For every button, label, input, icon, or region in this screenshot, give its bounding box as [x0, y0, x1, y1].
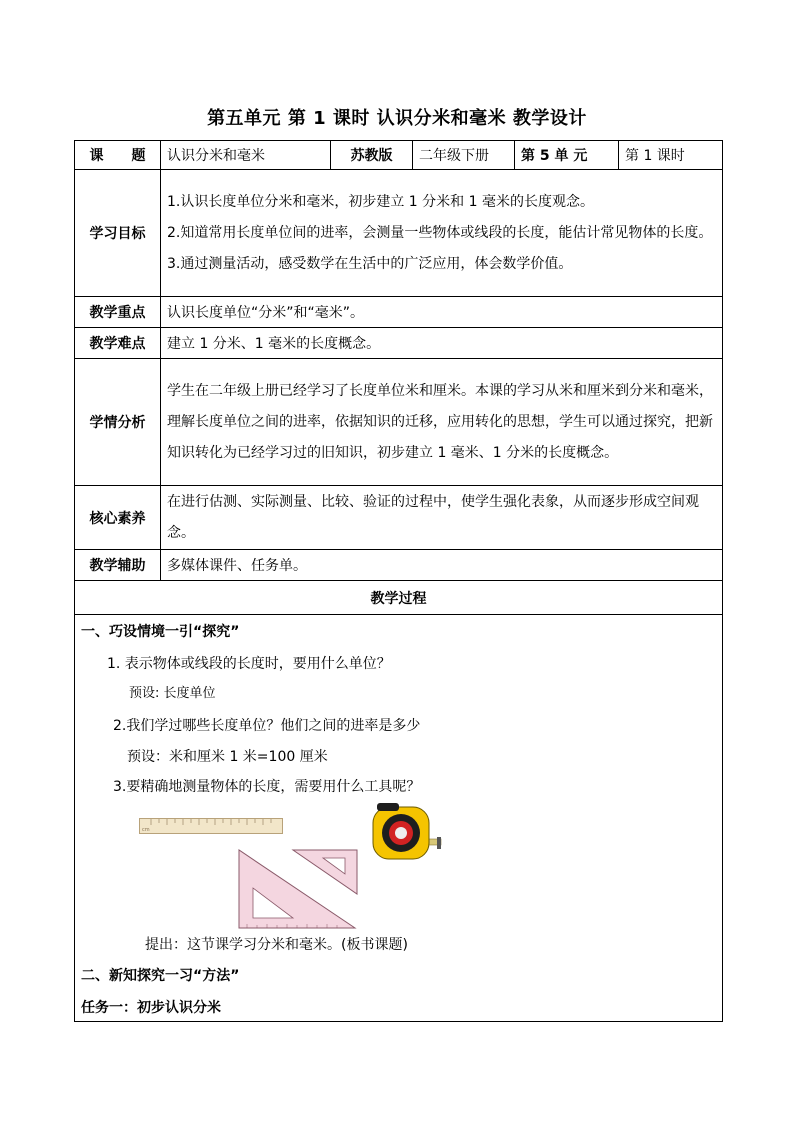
literacy-text: 在进行估测、实际测量、比较、验证的过程中，使学生强化表象，从而逐步形成空间观念。: [167, 493, 699, 541]
literacy-content: [161, 486, 723, 550]
question-2: 2.我们学过哪些长度单位？他们之间的进率是多少: [113, 718, 421, 734]
ruler-image: [139, 818, 283, 834]
ruler-unit-mark: cm: [142, 827, 150, 833]
question-1: 1. 表示物体或线段的长度时，要用什么单位？: [107, 656, 391, 672]
summary-line: 提出：这节课学习分米和毫米。(板书课题): [145, 937, 408, 953]
task-1-heading: 任务一：初步认识分米: [81, 1000, 221, 1016]
set-square-right: [293, 850, 357, 894]
objective-item: 1.认识长度单位分米和毫米，初步建立 1 分米和 1 毫米的长度观念。: [167, 193, 594, 210]
unit: 第 5 单 元: [515, 141, 619, 170]
analysis-label: 学情分析: [75, 359, 161, 486]
answer-2: 预设：米和厘米 1 米=100 厘米: [127, 749, 328, 765]
objective-item: 2.知道常用长度单位间的进率，会测量一些物体或线段的长度，能估计常见物体的长度。: [167, 224, 713, 241]
tape-center: [395, 827, 407, 839]
analysis-row: [75, 359, 723, 486]
section-1-heading: 一、巧设情境一引“探究”: [81, 624, 240, 640]
process-content: [75, 615, 723, 1022]
difficulty-row: [75, 328, 723, 359]
objectives-label: 学习目标: [75, 170, 161, 297]
aids-content: 多媒体课件、任务单。: [161, 550, 723, 581]
difficulty-label: 教学难点: [75, 328, 161, 359]
answer-1: 预设: 长度单位: [129, 686, 216, 701]
section-2-heading: 二、新知探究一习“方法”: [81, 968, 240, 984]
literacy-label: 核心素养: [75, 486, 161, 550]
set-squares-image: [237, 848, 359, 932]
difficulty-content: 建立 1 分米、1 毫米的长度概念。: [161, 328, 723, 359]
objective-item: 3.通过测量活动，感受数学在生活中的广泛应用，体会数学价值。: [167, 255, 573, 272]
analysis-content: [161, 359, 723, 486]
tape-measure-image: [367, 801, 447, 863]
tape-clip: [377, 803, 399, 811]
aids-row: [75, 550, 723, 581]
topic-label: 课 题: [75, 141, 161, 170]
question-3: 3.要精确地测量物体的长度，需要用什么工具呢？: [113, 779, 421, 795]
publisher: 苏教版: [331, 141, 413, 170]
key-point-row: [75, 297, 723, 328]
grade: 二年级下册: [413, 141, 515, 170]
tape-hook: [437, 837, 441, 849]
analysis-text: 学生在二年级上册已经学习了长度单位米和厘米。本课的学习从米和厘米到分米和毫米，理解长度单位之间的进率，依据知识的迁移，应用转化的思想，学生可以通过探究，把新知识转化为已经学习过的旧知识，初步建立 1 毫米、1 分米的长度概念。: [167, 382, 713, 461]
process-heading: 教学过程: [75, 581, 723, 615]
aids-label: 教学辅助: [75, 550, 161, 581]
key-point-label: 教学重点: [75, 297, 161, 328]
ruler-body: [140, 819, 283, 834]
topic-value: 认识分米和毫米: [161, 141, 331, 170]
document-title: 第五单元 第 1 课时 认识分米和毫米 教学设计: [207, 108, 587, 129]
lesson-number: 第 1 课时: [619, 141, 723, 170]
objectives-content: [161, 170, 723, 297]
key-point-content: 认识长度单位“分米”和“毫米”。: [161, 297, 723, 328]
literacy-row: [75, 486, 723, 550]
process-heading-row: [75, 581, 723, 615]
objectives-row: [75, 170, 723, 297]
header-row: [75, 141, 723, 170]
process-row: [75, 615, 723, 1022]
lesson-plan-table: [74, 140, 723, 1022]
